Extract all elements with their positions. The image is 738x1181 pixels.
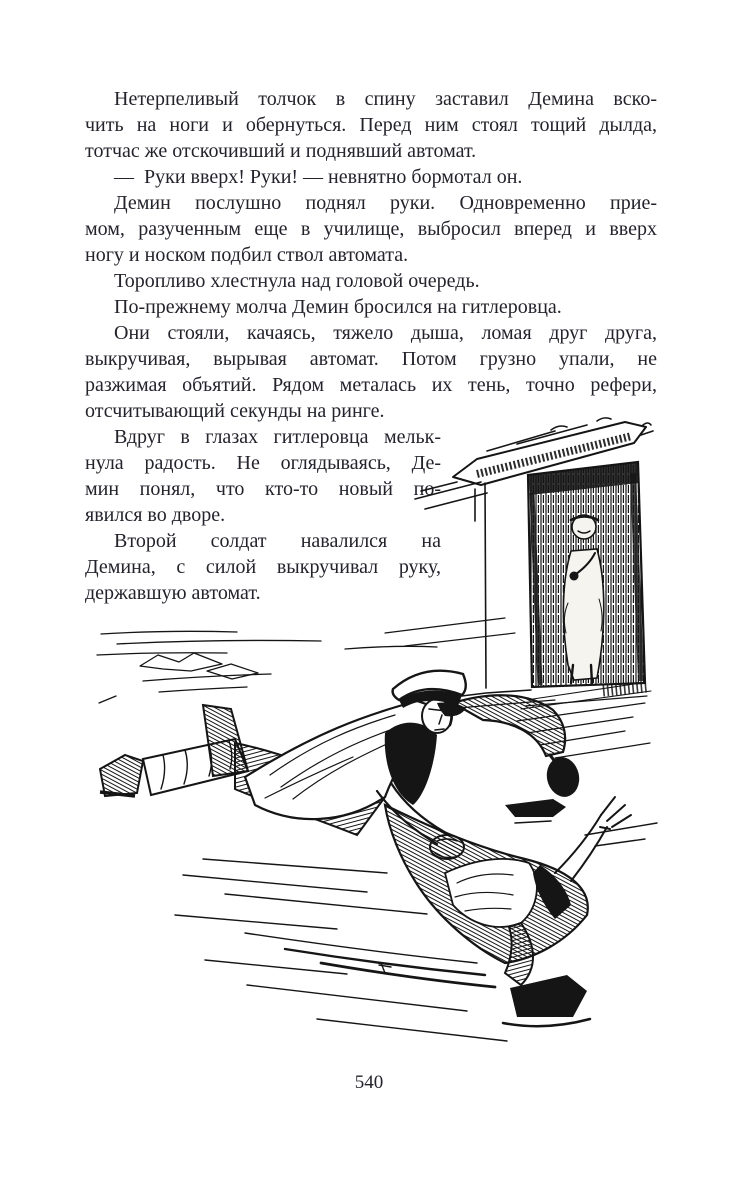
opponent-figure — [385, 797, 631, 1026]
text-line: мин понял, что кто-то новый по- — [85, 478, 441, 500]
illustration-svg — [85, 403, 660, 1053]
text-line: нула радость. Не оглядываясь, Де- — [85, 452, 441, 474]
text-line: Демина, с силой выкручивал руку, — [85, 556, 441, 578]
paragraph — [85, 164, 657, 190]
text-line: чить на ноги и обернуться. Перед ним стоял тощий дылда, — [85, 114, 657, 136]
text-line: ногу и носком подбил ствол автомата. — [85, 244, 409, 266]
paragraph — [85, 86, 657, 164]
text-line: Демин послушно поднял руки. Одновременно прие- — [114, 192, 657, 214]
text-line: державшую автомат. — [85, 582, 261, 604]
page-number: 540 — [354, 1072, 384, 1093]
text-line: мом, разученным еще в училище, выбросил вперед и вверх — [85, 218, 657, 240]
ground-rocks — [97, 631, 437, 703]
paragraph — [85, 190, 657, 268]
text-line: Второй солдат навалился на — [114, 530, 441, 552]
text-line: разжимая объятий. Рядом металась их тень, точно рефери, — [85, 374, 657, 396]
text-line: выкручивая, вырывая автомат. Потом грузно упали, не — [85, 348, 657, 370]
text-line: Торопливо хлестнула над головой очередь. — [114, 270, 480, 292]
submachine-gun — [505, 799, 566, 823]
text-line: явился во дворе. — [85, 504, 226, 526]
text-line: отсчитывающий секунды на ринге. — [85, 400, 385, 422]
illustration — [85, 403, 660, 1053]
text-line: Нетерпеливый толчок в спину заставил Демина вско- — [114, 88, 657, 110]
text-line: Они стояли, качаясь, тяжело дыша, ломая друг друга, — [114, 322, 657, 344]
paragraphs-full-width — [85, 86, 657, 424]
text-line: тотчас же отскочивший и поднявший автомат. — [85, 140, 477, 162]
text-line: Вдруг в глазах гитлеровца мельк- — [114, 426, 441, 448]
text-line: — Руки вверх! Руки! — невнятно бормотал он. — [114, 166, 523, 188]
paragraph — [85, 268, 657, 294]
paragraph — [85, 294, 657, 320]
text-line: По-прежнему молча Демин бросился на гитлеровца. — [114, 296, 562, 318]
